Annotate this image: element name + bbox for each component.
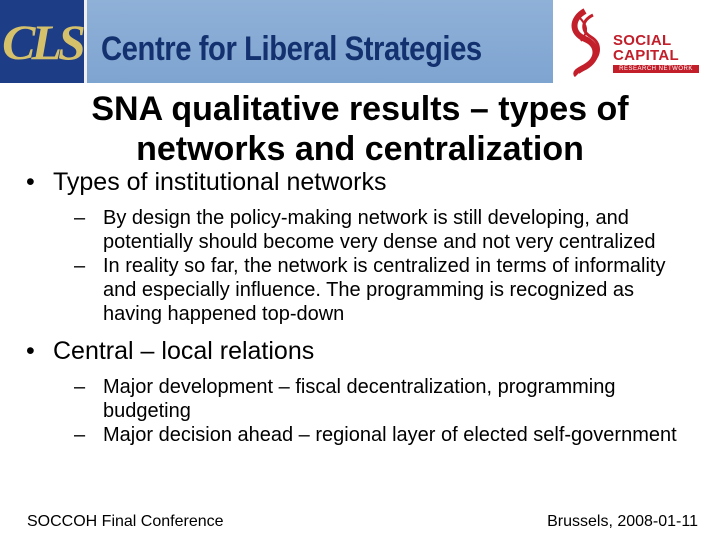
footer-event-name: SOCCOH Final Conference: [27, 513, 224, 530]
sub-bullet-item: [22, 375, 692, 423]
sub-bullet-item: [22, 423, 692, 447]
social-capital-subline: RESEARCH NETWORK: [613, 65, 699, 73]
sub-bullet-item: [22, 254, 692, 326]
bullet-text: Central – local relations: [53, 337, 315, 365]
bullet-icon: •: [26, 337, 35, 365]
social-capital-logo: [563, 5, 703, 81]
bullet-item: [22, 167, 692, 198]
sub-bullet-text: By design the policy-making network is still developing, and potentially should become very dense and not very centralized: [103, 207, 656, 253]
footer-date-location: Brussels, 2008-01-11: [547, 513, 698, 530]
social-capital-emblem-icon: [567, 7, 605, 77]
dash-icon: –: [74, 376, 86, 398]
cls-logo: [0, 0, 87, 83]
dash-icon: –: [74, 207, 86, 229]
sub-bullet-text: Major development – fiscal decentralization, programming budgeting: [103, 376, 616, 422]
header-banner: [0, 0, 553, 83]
slide-title: SNA qualitative results – types of networks and centralization: [91, 90, 629, 168]
sub-bullet-text: In reality so far, the network is centralized in terms of informality and especially influence. The programming is recognized as having happened top-down: [103, 255, 666, 325]
social-capital-wordmark: SOCIAL CAPITAL: [613, 32, 679, 64]
bullet-text: Types of institutional networks: [53, 168, 387, 196]
bullet-item: [22, 336, 692, 367]
cls-logo-text: CLS: [2, 13, 82, 70]
dash-icon: –: [74, 424, 86, 446]
dash-icon: –: [74, 255, 86, 277]
sub-bullet-text: Major decision ahead – regional layer of elected self-government: [103, 424, 677, 446]
slide-body: [22, 167, 692, 447]
organization-name: Centre for Liberal Strategies: [101, 30, 482, 68]
bullet-icon: •: [26, 168, 35, 196]
sub-bullet-item: [22, 206, 692, 254]
